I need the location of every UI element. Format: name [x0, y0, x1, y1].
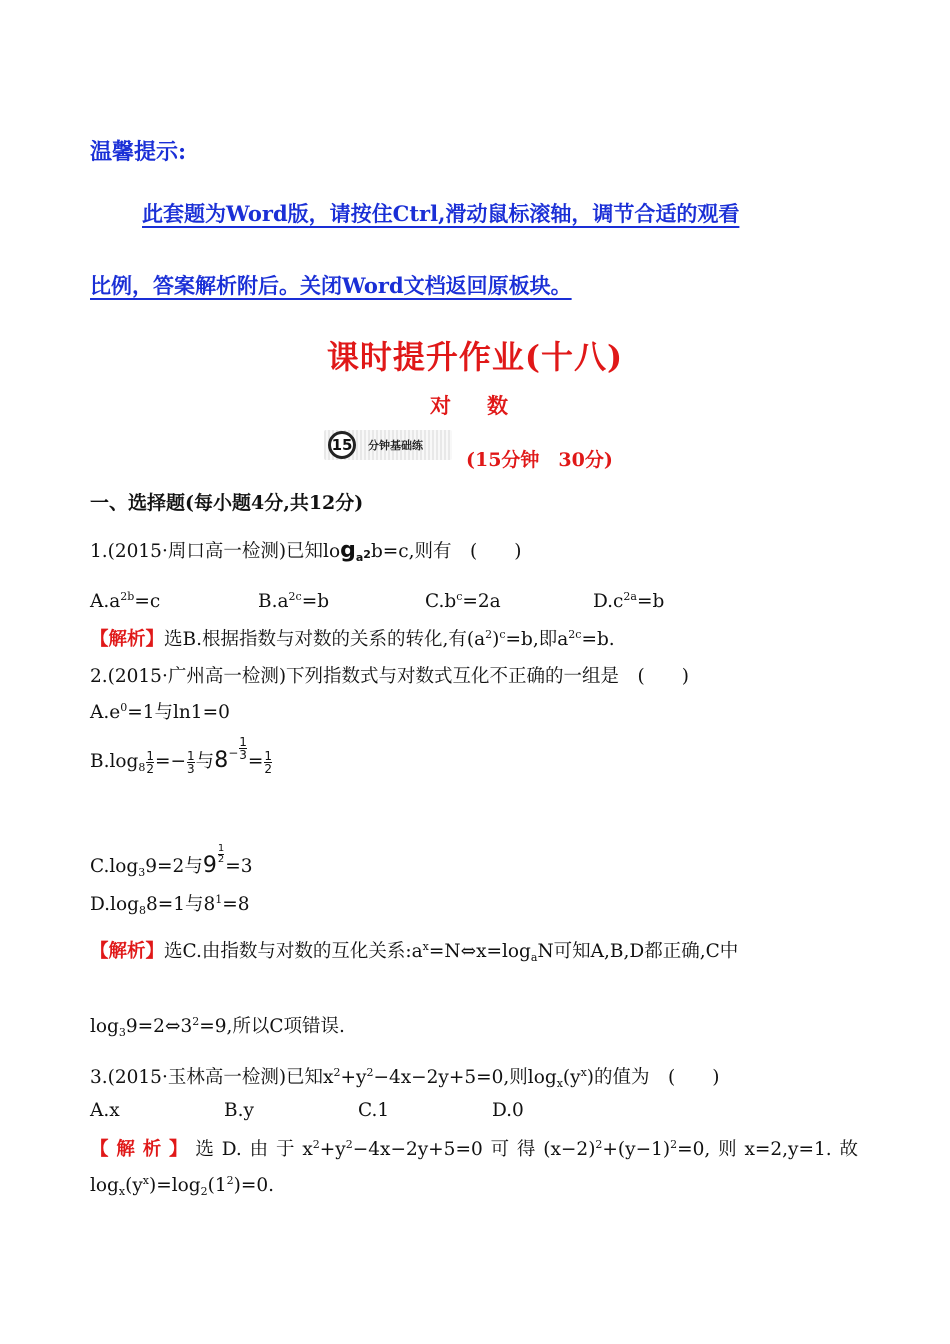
q1-option-d: $D.c^{2a}=b$ — [593, 590, 665, 612]
q3-stem: 3.(2015·玉林高一检测)已知$x^2+y^2-4x-2y+5=0$,则$\log_x(y^x)$的值为 ( ) — [90, 1066, 720, 1090]
q2-option-a: $A.e^0=1$与ln1=0 — [90, 701, 230, 723]
q3-option-a: A.x — [90, 1100, 120, 1121]
analysis-tag: 【解析】 — [90, 629, 165, 650]
q1-log-g: g — [340, 538, 356, 563]
q1-stem: 1.(2015·周口高一检测)已知$\log_a2b=c$,则有 ( ) — [90, 538, 522, 564]
q2-option-c: $C.\log_39=2$与$9\frac{1}{2}$ =3 — [90, 843, 253, 879]
timing-info: (15分钟 30分) — [466, 449, 613, 471]
fraction: $\frac{1}{3}$ — [187, 748, 195, 776]
q2-option-b: $B.\log_8\frac{1}{2}$ $=-\frac{1}{3}$ 与$8^-\frac{1}{3}$ $=\frac{1}{2}$ — [90, 735, 273, 776]
q3-analysis-line-1: 【解析】选D.由于$x^2+y^2-4x-2y+5=0$可得$(x-2)^2+(y-1)^2=0$,则x=2,y=1.故 — [90, 1138, 858, 1160]
practice-badge — [324, 430, 452, 460]
badge-label: 分钟基础练 — [368, 439, 423, 452]
fraction: $\frac{1}{2}$ — [217, 843, 225, 865]
q3-analysis-line-2: $\log_x(y^x)=\log_2(1^2)=0$. — [90, 1174, 275, 1198]
q2-analysis-line-1: 【解析】选C.由指数与对数的互化关系$:a^x=N\Leftrightarrow x=\log_aN$可知A,B,D都正确,C中 — [90, 940, 739, 964]
fraction: $\frac{1}{2}$ — [264, 748, 273, 776]
analysis-tag: 【解析】 — [90, 1139, 196, 1160]
subtitle-char-1: 对 — [430, 393, 451, 418]
q1-analysis: 【解析】选B.根据指数与对数的关系的转化,有$(a^2)^c=b$,即$a^{2c}=b$. — [90, 628, 615, 650]
tip-line-2: 比例，答案解析附后。关闭Word文档返回原板块。 — [90, 273, 572, 298]
tip-heading: 温馨提示: — [90, 139, 187, 165]
page-subtitle — [430, 390, 508, 420]
tip-line-1: 此套题为Word版，请按住Ctrl,滑动鼠标滚轴，调节合适的观看 — [142, 201, 740, 226]
q2-analysis-line-2: $\log_39=2\Leftrightarrow 3^2=9$,所以C项错误. — [90, 1015, 345, 1039]
badge-number: 15 — [328, 431, 356, 459]
fraction: $\frac{1}{3}$ — [239, 735, 247, 762]
q3-option-b: B.y — [224, 1100, 254, 1121]
analysis-tag: 【解析】 — [90, 941, 165, 962]
q3-option-d: D.0 — [492, 1100, 524, 1121]
q1-option-c: $C.b^c=2a$ — [425, 590, 501, 612]
q2-option-d: $D.\log_88=1$与$8^1=8$ — [90, 893, 250, 917]
q1-option-b: $B.a^{2c}=b$ — [258, 590, 330, 612]
subtitle-char-2: 数 — [487, 393, 508, 418]
fraction: $\frac{1}{2}$ — [146, 748, 155, 776]
q2-stem: 2.(2015·广州高一检测)下列指数式与对数式互化不正确的一组是 ( ) — [90, 666, 689, 687]
page-title: 课时提升作业(十八) — [326, 338, 624, 376]
section-heading: 一、选择题(每小题4分,共12分) — [90, 492, 364, 514]
q1-option-a: $A.a^{2b}=c$ — [90, 590, 161, 612]
q3-option-c: C.1 — [358, 1100, 390, 1121]
